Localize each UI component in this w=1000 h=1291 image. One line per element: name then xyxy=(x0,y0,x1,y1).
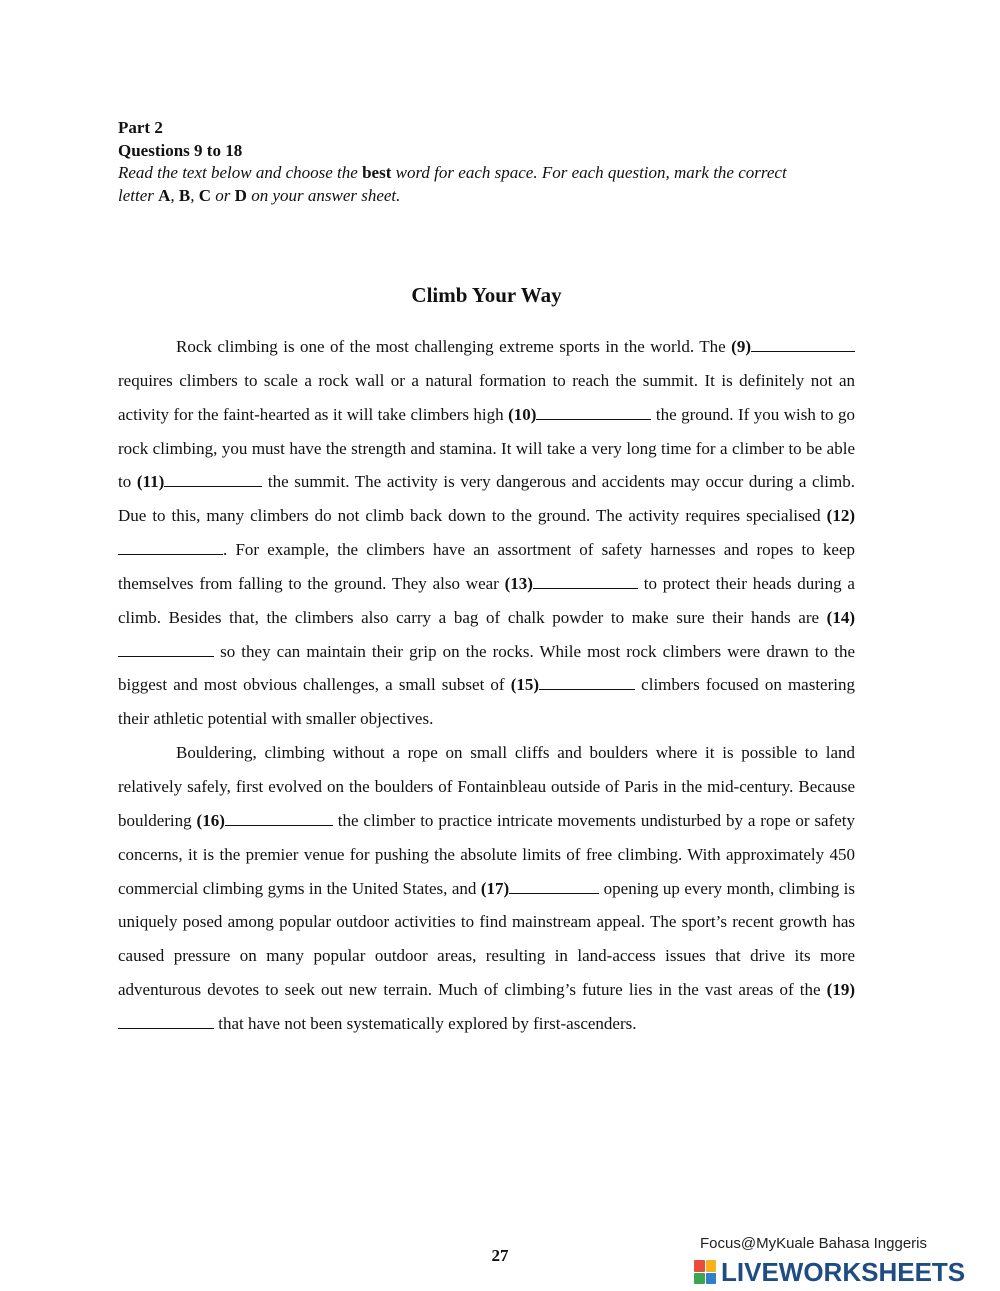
passage xyxy=(118,330,855,1041)
instructions-header xyxy=(118,117,858,207)
blank-12[interactable]: (12) xyxy=(118,506,855,559)
questions-label: Questions 9 to 18 xyxy=(118,140,243,160)
credit-text: Focus@MyKuale Bahasa Inggeris xyxy=(700,1235,928,1252)
instructions-text: Read the text below and choose the best word for each space. For each question, mark the correct letter A, B, C or D on your answer sheet. xyxy=(118,163,787,205)
blank-15[interactable]: (15) xyxy=(511,675,635,694)
paragraph-2: Bouldering, climbing without a rope on small cliffs and boulders where it is possible to land relatively safely, first evolved on the boulders of Fontainbleau outside of Paris in the mid-century. Because bouldering (16) the climber to practice intricate movements undisturbed by a rope or safety concerns, it is the premier venue for pushing the absolute limits of free climbing. With approximately 450 commercial climbing gyms in the United States, and (17) opening up every month, climbing is uniquely posed among popular outdoor activities to find mainstream appeal. The sport’s recent growth has caused pressure on many popular outdoor areas, resulting in land-access issues that drive its more adventurous devotes to seek out new terrain. Much of climbing’s future lies in the vast areas of the (19) that have not been systematically explored by first-ascenders. xyxy=(118,743,856,1033)
blank-17[interactable]: (17) xyxy=(481,879,599,898)
blank-11[interactable]: (11) xyxy=(137,472,262,491)
blank-9[interactable]: (9) xyxy=(731,337,855,356)
liveworksheets-logo xyxy=(694,1256,965,1288)
page-number: 27 xyxy=(491,1246,509,1265)
part-label: Part 2 xyxy=(118,118,163,137)
logo-icon xyxy=(694,1260,716,1284)
blank-13[interactable]: (13) xyxy=(505,574,638,593)
blank-14[interactable]: (14) xyxy=(118,608,855,661)
logo-text: LIVEWORKSHEETS xyxy=(721,1256,966,1287)
blank-19[interactable]: (19) xyxy=(118,980,855,1033)
passage-title: Climb Your Way xyxy=(411,283,562,307)
blank-16[interactable]: (16) xyxy=(197,811,333,830)
paragraph-1: Rock climbing is one of the most challenging extreme sports in the world. The (9) requires climbers to scale a rock wall or a natural formation to reach the summit. It is definitely not an activity for the faint-hearted as it will take climbers high (10) the ground. If you wish to go rock climbing, you must have the strength and stamina. It will take a very long time for a climber to be able to (11) the summit. The activity is very dangerous and accidents may occur during a climb. Due to this, many climbers do not climb back down to the ground. The activity requires specialised (12). For example, the climbers have an assortment of safety harnesses and ropes to keep themselves from falling to the ground. They also wear (13) to protect their heads during a climb. Besides that, the climbers also carry a bag of chalk powder to make sure their hands are (14) so they can maintain their grip on the rocks. While most rock climbers were drawn to the biggest and most obvious challenges, a small subset of (15) climbers focused on mastering their athletic potential with smaller objectives. xyxy=(118,337,856,729)
blank-10[interactable]: (10) xyxy=(508,405,651,424)
